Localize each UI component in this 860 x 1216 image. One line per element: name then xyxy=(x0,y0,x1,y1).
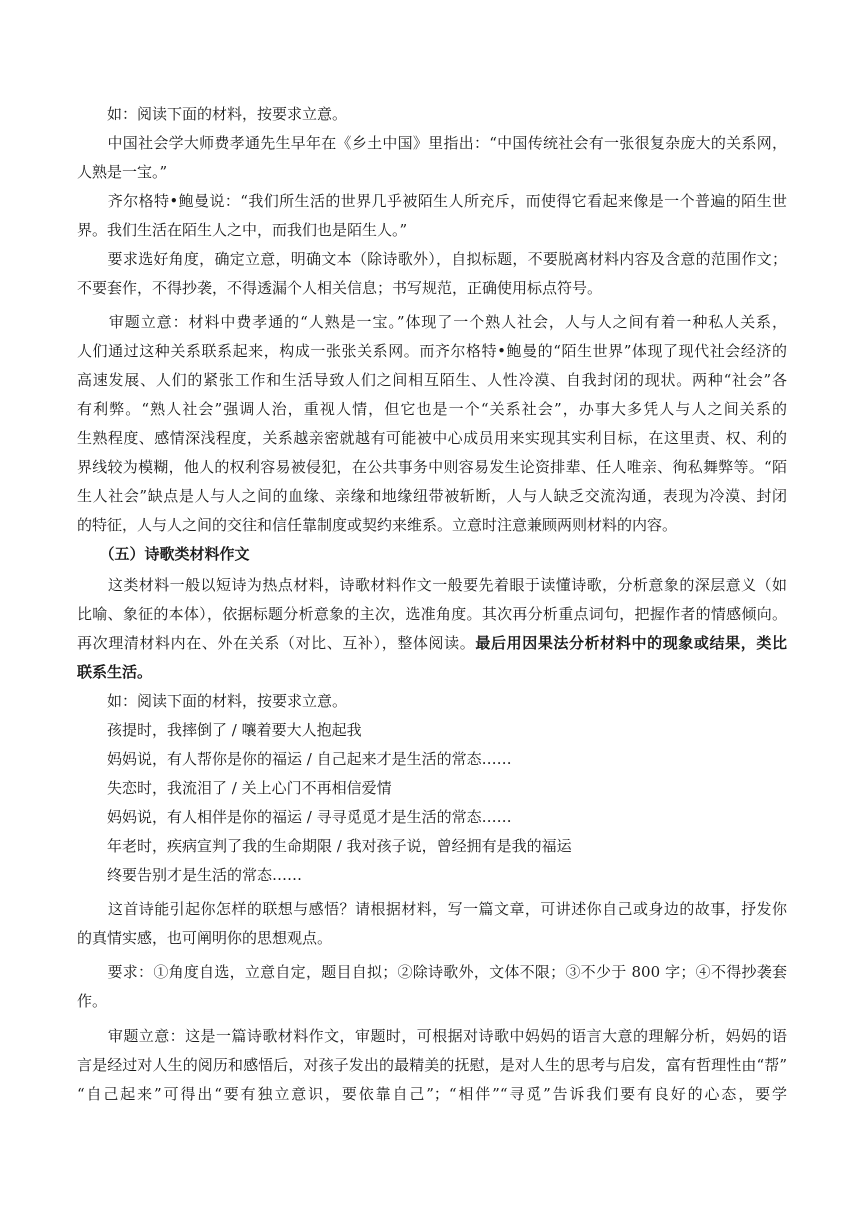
bold-emphasis: 最后用因果法分析材料中的现象或结果，类比 xyxy=(475,634,787,652)
text-line: 中国社会学大师费孝通先生早年在《乡土中国》里指出：“中国传统社会有一张很复杂庞大的关系网， xyxy=(77,134,787,152)
bold-emphasis: 联系生活。 xyxy=(77,663,153,681)
text-line: 有利弊。“熟人社会”强调人治，重视人情，但它也是一个“关系社会”，办事大多凭人与人之间关系的 xyxy=(77,400,787,418)
text-line: 界。我们生活在陌生人之中，而我们也是陌生人。” xyxy=(77,221,408,239)
text-line: 比喻、象征的本体），依据标题分析意象的主次，选准角度。其次再分析重点词句，把握作者的情感倾向。 xyxy=(77,605,787,623)
text-line: 生熟程度、感情深浅程度，关系越亲密就越有可能被中心成员用来实现其实利目标，在这里责、权、利的 xyxy=(77,429,787,447)
text-line: 再次理清材料内在、外在关系（对比、互补），整体阅读。最后用因果法分析材料中的现象或结果，类比 xyxy=(77,634,787,652)
section-heading: （五）诗歌类材料作文 xyxy=(77,545,250,563)
text-line: 审题立意：这是一篇诗歌材料作文，审题时，可根据对诗歌中妈妈的语言大意的理解分析，妈妈的语 xyxy=(77,1027,787,1045)
text-line: 生人社会”缺点是人与人之间的血缘、亲缘和地缘纽带被斩断，人与人缺乏交流沟通，表现为冷漠、封闭 xyxy=(77,487,787,505)
poem-line: 孩提时，我摔倒了 / 嚷着要大人抱起我 xyxy=(77,721,362,739)
text-line: 作。 xyxy=(77,992,108,1010)
text-line: 这类材料一般以短诗为热点材料，诗歌材料作文一般要先着眼于读懂诗歌，分析意象的深层意义（如 xyxy=(77,576,787,594)
text-line xyxy=(77,661,787,683)
poem-line: 妈妈说，有人帮你是你的福运 / 自己起来才是生活的常态…… xyxy=(77,750,512,768)
poem-line: 妈妈说，有人相伴是你的福运 / 寻寻觅觅才是生活的常态…… xyxy=(77,808,512,826)
poem-line: 年老时，疾病宣判了我的生命期限 / 我对孩子说，曾经拥有是我的福运 xyxy=(77,837,572,855)
text-line: 界线较为模糊，他人的权利容易被侵犯，在公共事务中则容易发生论资排辈、任人唯亲、徇私舞弊等。“陌 xyxy=(77,458,787,476)
text-line: 如：阅读下面的材料，按要求立意。 xyxy=(77,105,348,123)
text-line: 人们通过这种关系联系起来，构成一张张关系网。而齐尔格特•鲍曼的“陌生世界”体现了现代社会经济的 xyxy=(77,342,787,360)
text-line: 要求：①角度自选，立意自定，题目自拟；②除诗歌外，文体不限；③不少于 800 字；④不得抄袭套 xyxy=(77,963,787,981)
text-line: 这首诗能引起你怎样的联想与感悟？请根据材料，写一篇文章，可讲述你自己或身边的故事，抒发你 xyxy=(77,900,787,918)
text-line: 审题立意：材料中费孝通的“人熟是一宝。”体现了一个熟人社会，人与人之间有着一种私人关系， xyxy=(77,313,787,331)
text-line: 要求选好角度，确定立意，明确文本（除诗歌外），自拟标题，不要脱离材料内容及含意的范围作文； xyxy=(77,250,787,268)
poem-line: 终要告别才是生活的常态…… xyxy=(77,866,303,884)
text-line: 的特征，人与人之间的交往和信任靠制度或契约来维系。立意时注意兼顾两则材料的内容。 xyxy=(77,516,678,534)
text-line: 如：阅读下面的材料，按要求立意。 xyxy=(77,692,348,710)
text-line: 人熟是一宝。” xyxy=(77,163,168,181)
text-line: 不要套作，不得抄袭，不得透漏个人相关信息；书写规范，正确使用标点符号。 xyxy=(77,279,603,297)
text-line: “自己起来”可得出“要有独立意识，要依靠自己”；“相伴”“寻觅”告诉我们要有良好的心态，要学 xyxy=(77,1085,787,1103)
text-line: 言是经过对人生的阅历和感悟后，对孩子发出的最精美的抚慰，是对人生的思考与启发，富有哲理性由“帮” xyxy=(77,1056,787,1074)
text-line: 高速发展、人们的紧张工作和生活导致人们之间相互陌生、人性冷漠、自我封闭的现状。两种“社会”各 xyxy=(77,371,787,389)
text-line: 的真情实感，也可阐明你的思想观点。 xyxy=(77,929,333,947)
poem-line: 失恋时，我流泪了 / 关上心门不再相信爱情 xyxy=(77,779,392,797)
text-line: 齐尔格特•鲍曼说：“我们所生活的世界几乎被陌生人所充斥，而使得它看起来像是一个普遍的陌生世 xyxy=(77,192,787,210)
